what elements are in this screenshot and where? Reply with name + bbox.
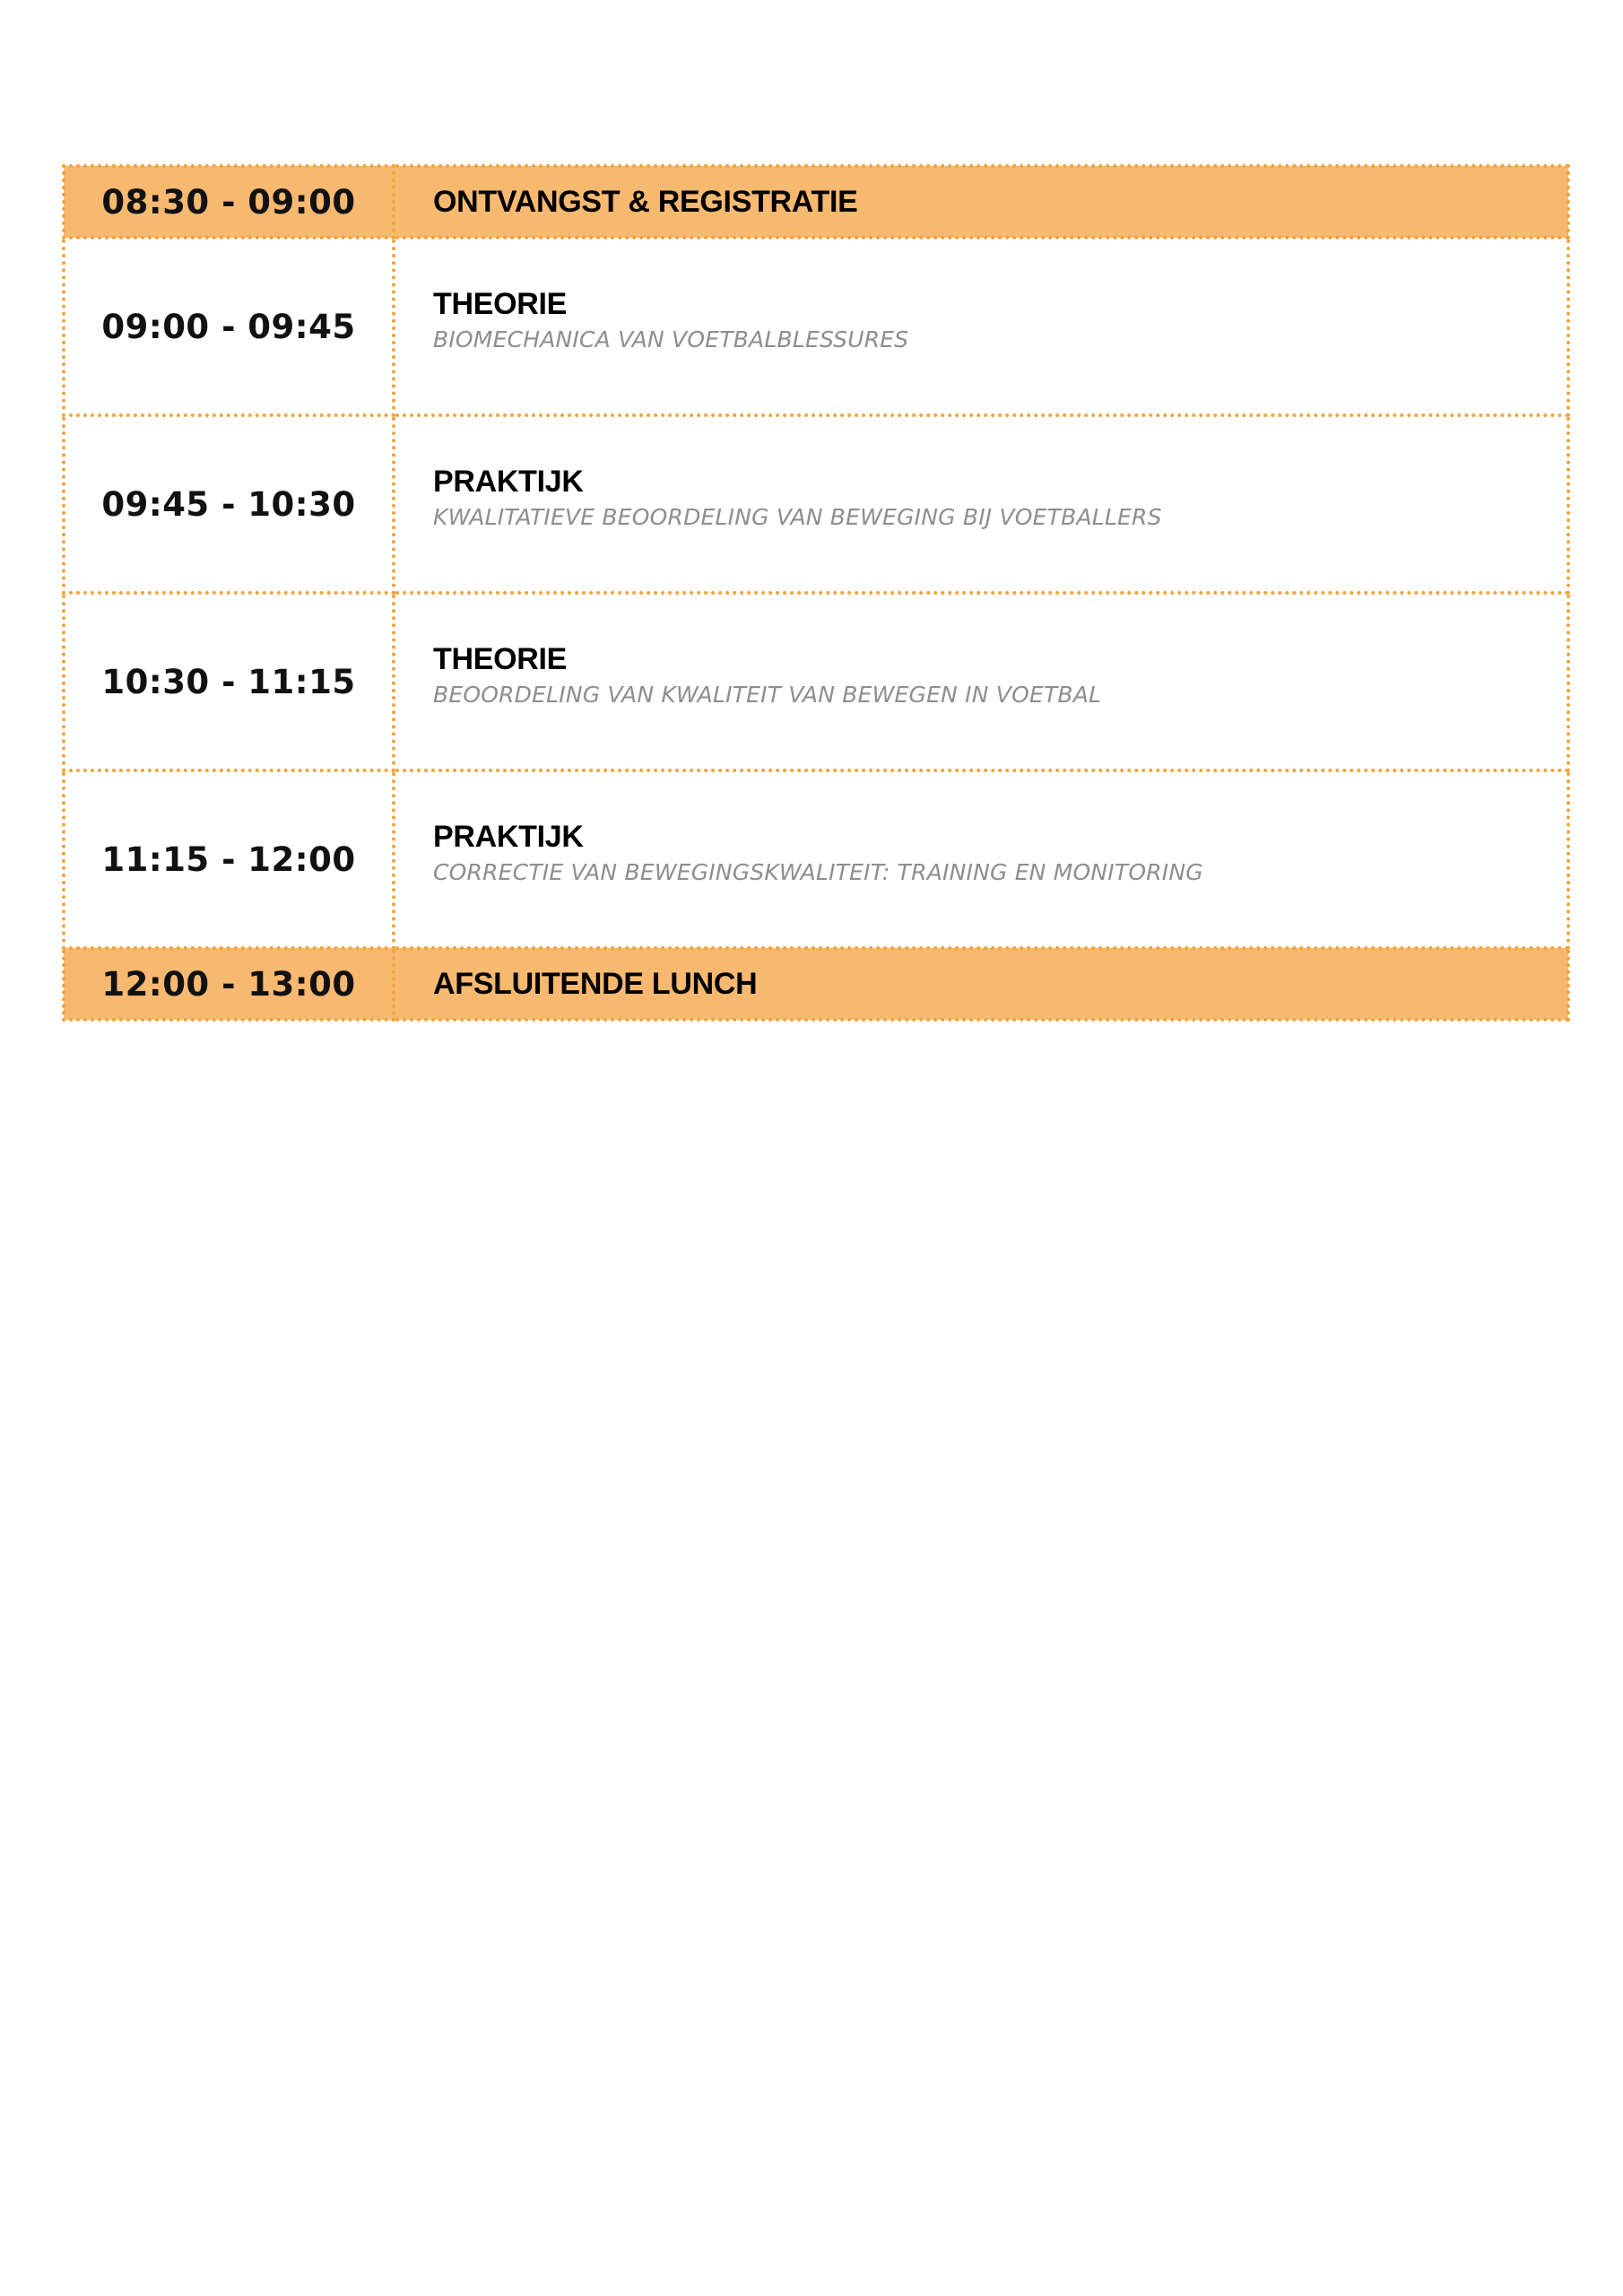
session-subtitle: BIOMECHANICA VAN VOETBALBLESSURES bbox=[433, 326, 909, 352]
session-cell bbox=[394, 166, 1568, 238]
session-subtitle: CORRECTIE VAN BEWEGINGSKWALITEIT: TRAINING EN MONITORING bbox=[433, 859, 1203, 885]
time-slot: 11:15 - 12:00 bbox=[64, 770, 394, 948]
session-subtitle: KWALITATIEVE BEOORDELING VAN BEWEGING BIJ VOETBALLERS bbox=[433, 504, 1162, 530]
session-title: PRAKTIJK bbox=[433, 820, 584, 854]
time-slot: 10:30 - 11:15 bbox=[64, 593, 394, 770]
time-slot: 08:30 - 09:00 bbox=[64, 166, 394, 238]
session-title: PRAKTIJK bbox=[433, 465, 584, 499]
session-title: ONTVANGST & REGISTRATIE bbox=[433, 185, 858, 219]
schedule-row-session-3 bbox=[64, 593, 1568, 770]
time-slot: 09:45 - 10:30 bbox=[64, 415, 394, 593]
schedule-row-lunch bbox=[64, 948, 1568, 1020]
schedule-table bbox=[62, 164, 1570, 1022]
session-cell bbox=[394, 238, 1568, 415]
session-title: THEORIE bbox=[433, 287, 568, 321]
session-subtitle: BEOORDELING VAN KWALITEIT VAN BEWEGEN IN VOETBAL bbox=[433, 682, 1102, 708]
session-cell bbox=[394, 770, 1568, 948]
schedule-row-session-2 bbox=[64, 415, 1568, 593]
schedule-row-session-4 bbox=[64, 770, 1568, 948]
session-cell bbox=[394, 593, 1568, 770]
time-slot: 09:00 - 09:45 bbox=[64, 238, 394, 415]
session-cell bbox=[394, 415, 1568, 593]
schedule-row-registration bbox=[64, 166, 1568, 238]
session-cell bbox=[394, 948, 1568, 1020]
session-title: AFSLUITENDE LUNCH bbox=[433, 967, 758, 1001]
session-title: THEORIE bbox=[433, 642, 568, 676]
time-slot: 12:00 - 13:00 bbox=[64, 948, 394, 1020]
schedule-row-session-1 bbox=[64, 238, 1568, 415]
